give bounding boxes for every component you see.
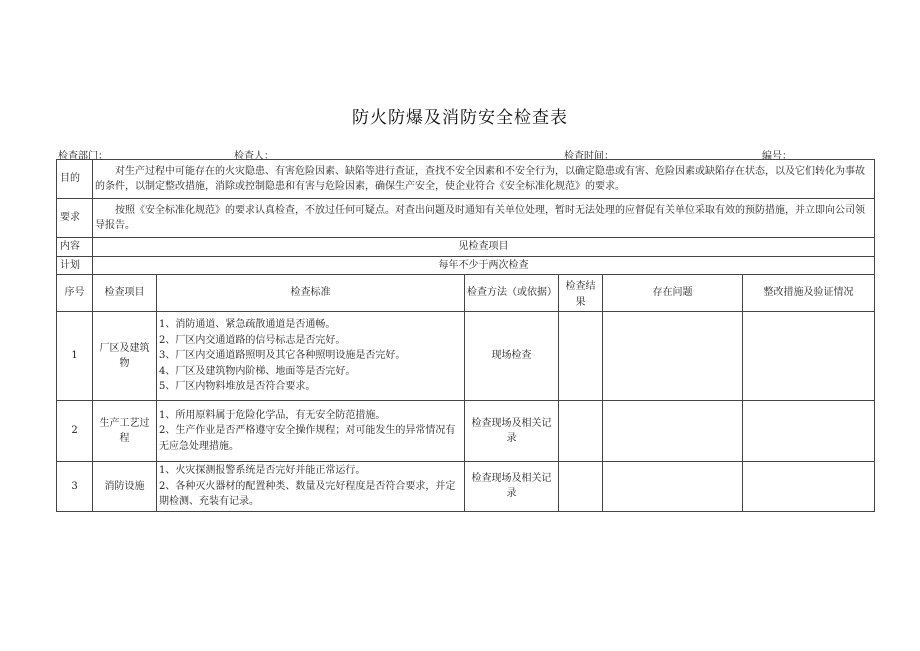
- item-standards: [157, 462, 465, 512]
- item-name: 生产工艺过程: [93, 401, 157, 462]
- purpose-row: [57, 160, 875, 199]
- content-label: 内容: [57, 238, 93, 257]
- purpose-label: 目的: [57, 160, 93, 199]
- item-no: 3: [57, 462, 93, 512]
- col-item: 检查项目: [93, 275, 157, 312]
- standard-line: 3、厂区内交通道路照明及其它各种照明设施是否完好。: [159, 350, 406, 362]
- item-name: 消防设施: [93, 462, 157, 512]
- item-standards: [157, 401, 465, 462]
- item-rectify[interactable]: [743, 401, 875, 462]
- inspector-field: 检查人：: [234, 151, 274, 162]
- table-row: [57, 462, 875, 512]
- requirement-text: 按照《安全标准化规范》的要求认真检查，不放过任何可疑点。对查出问题及时通知有关单位处理，暂时无法处理的应督促有关单位采取有效的预防措施，并立即向公司领导报告。: [93, 199, 875, 238]
- item-rectify[interactable]: [743, 462, 875, 512]
- col-issue: 存在问题: [603, 275, 743, 312]
- header-info: [56, 147, 876, 162]
- table-row: [57, 401, 875, 462]
- col-no: 序号: [57, 275, 93, 312]
- plan-text: 每年不少于两次检查: [93, 256, 875, 275]
- item-no: 2: [57, 401, 93, 462]
- item-rectify[interactable]: [743, 312, 875, 401]
- item-issue[interactable]: [603, 312, 743, 401]
- plan-label: 计划: [57, 256, 93, 275]
- item-issue[interactable]: [603, 401, 743, 462]
- plan-row: [57, 256, 875, 275]
- item-method: 检查现场及相关记录: [465, 462, 559, 512]
- requirement-row: [57, 199, 875, 238]
- standard-line: 5、厂区内物料堆放是否符合要求。: [159, 381, 316, 393]
- content-row: [57, 238, 875, 257]
- standard-line: 1、所用原料属于危险化学品，有无安全防范措施。: [159, 409, 386, 421]
- standard-line: 2、生产作业是否严格遵守安全操作规程；对可能发生的异常情况有无应急处理措施。: [159, 425, 456, 452]
- col-method: 检查方法（或依据）: [465, 275, 559, 312]
- time-field: 检查时间：: [564, 151, 614, 162]
- item-method: 现场检查: [465, 312, 559, 401]
- item-standards: [157, 312, 465, 401]
- column-header-row: [57, 275, 875, 312]
- purpose-text: 对生产过程中可能存在的火灾隐患、有害危险因素、缺陷等进行查证，查找不安全因素和不安全行为，以确定隐患或有害、危险因素或缺陷存在状态，以及它们转化为事故的条件，以制定整改措施，消除或控制隐患和有害与危险因素，确保生产安全，使企业符合《安全标准化规范》的要求。: [93, 160, 875, 199]
- item-result[interactable]: [559, 312, 603, 401]
- standard-line: 1、消防通道、紧急疏散通道是否通畅。: [159, 319, 336, 331]
- standard-line: 1、火灾探测报警系统是否完好并能正常运行。: [159, 465, 366, 476]
- inspection-table: [56, 159, 875, 512]
- col-rectify: 整改措施及验证情况: [743, 275, 875, 312]
- standard-line: 2、厂区内交通道路的信号标志是否完好。: [159, 334, 346, 346]
- item-issue[interactable]: [603, 462, 743, 512]
- dept-field: 检查部门：: [58, 151, 108, 162]
- col-result: 检查结果: [559, 275, 603, 312]
- standard-line: 4、厂区及建筑物内阶梯、地面等是否完好。: [159, 365, 356, 377]
- standard-line: 2、各种灭火器材的配置种类、数量及完好程度是否符合要求，并定期检测、充装有记录。: [159, 480, 456, 507]
- content-text: 见检查项目: [93, 238, 875, 257]
- requirement-label: 要求: [57, 199, 93, 238]
- item-result[interactable]: [559, 462, 603, 512]
- col-standard: 检查标准: [157, 275, 465, 312]
- item-method: 检查现场及相关记录: [465, 401, 559, 462]
- item-result[interactable]: [559, 401, 603, 462]
- item-no: 1: [57, 312, 93, 401]
- page-title: 防火防爆及消防安全检查表: [352, 108, 568, 128]
- item-name: 厂区及建筑物: [93, 312, 157, 401]
- number-field: 编号：: [762, 151, 792, 162]
- table-row: [57, 312, 875, 401]
